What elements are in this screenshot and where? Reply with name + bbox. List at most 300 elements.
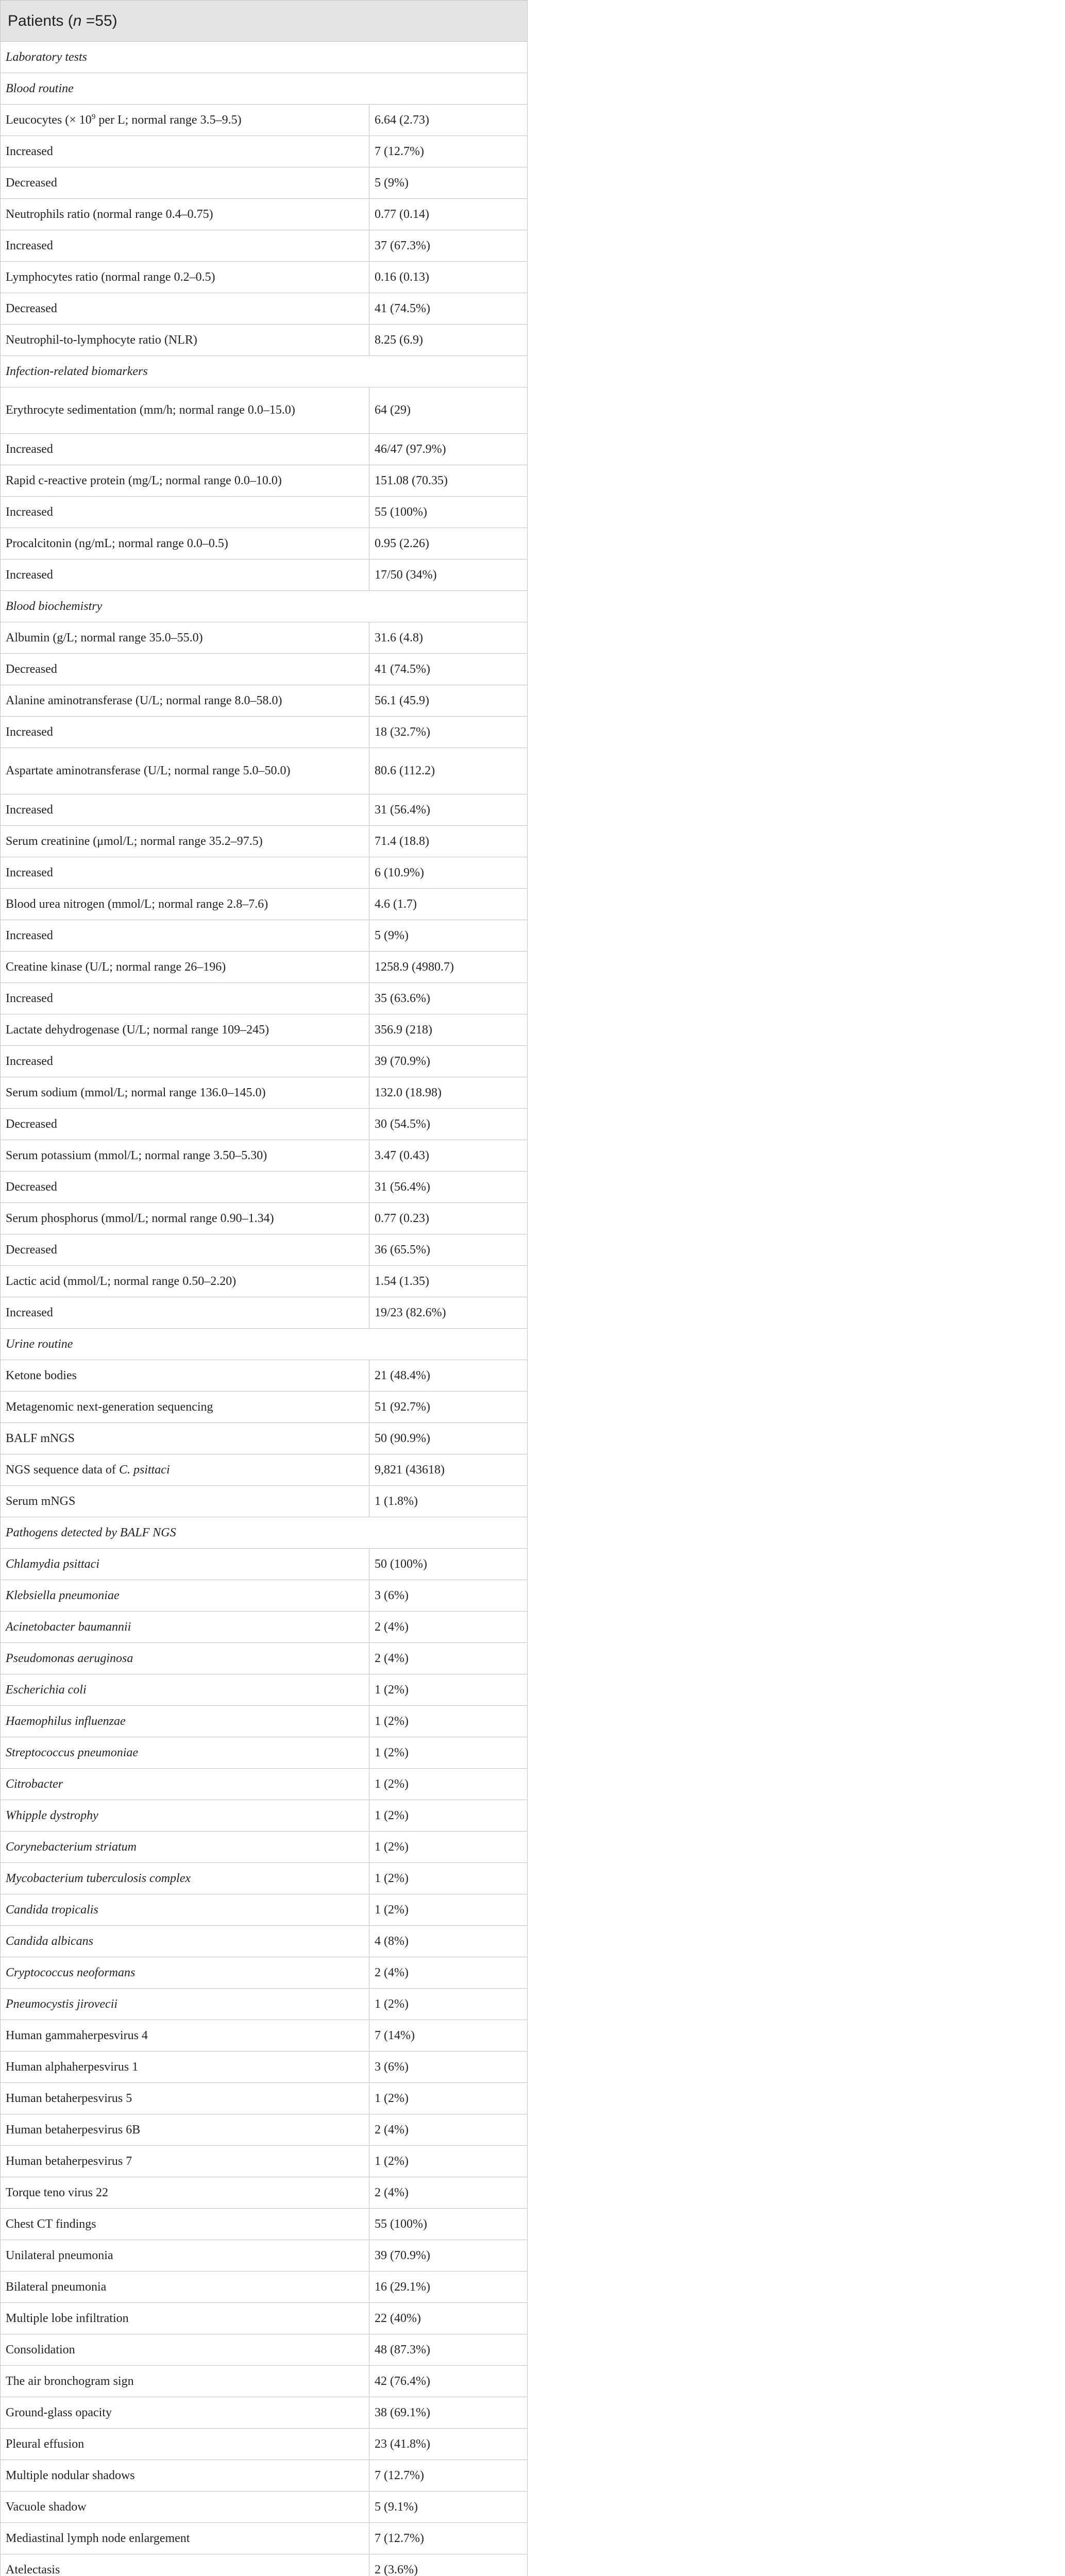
row-value: 64 (29) [369, 387, 528, 434]
row-label-text: Increased [6, 1054, 53, 1068]
row-label-text: Leucocytes (× 10 [6, 113, 92, 127]
row-value: 5 (9%) [369, 920, 528, 952]
table-row [1, 1580, 528, 1612]
row-label-text: Increased [6, 928, 53, 942]
row-label [1, 2429, 369, 2460]
table-row [1, 2554, 528, 2576]
table-row [1, 622, 528, 654]
row-label [1, 2366, 369, 2397]
header-n: n [73, 12, 82, 29]
row-label-text: Atelectasis [6, 2563, 60, 2576]
row-label [1, 465, 369, 497]
table-row [1, 1486, 528, 1517]
row-value: 3.47 (0.43) [369, 1140, 528, 1172]
table-row [1, 2083, 528, 2114]
row-label [1, 1172, 369, 1203]
row-value: 35 (63.6%) [369, 983, 528, 1014]
row-label-text: Consolidation [6, 2343, 75, 2357]
row-label-text: Citrobacter [6, 1777, 63, 1791]
row-label-text: Pleural effusion [6, 2437, 84, 2451]
table-row [1, 293, 528, 325]
table-header-cell [1, 1, 528, 42]
table-row [1, 1832, 528, 1863]
table-row [1, 654, 528, 685]
row-label [1, 2240, 369, 2272]
row-label [1, 1737, 369, 1769]
row-label-text: Increased [6, 991, 53, 1005]
row-value: 16 (29.1%) [369, 2272, 528, 2303]
row-value: 1 (2%) [369, 1769, 528, 1800]
row-label [1, 1234, 369, 1266]
row-label [1, 1863, 369, 1894]
row-label [1, 2460, 369, 2492]
row-label [1, 262, 369, 293]
row-label-text: Multiple lobe infiltration [6, 2311, 129, 2325]
row-label-text: The air bronchogram sign [6, 2374, 134, 2388]
row-label-text: NGS sequence data of [6, 1463, 119, 1477]
row-label-text: Lymphocytes ratio (normal range 0.2–0.5) [6, 270, 215, 284]
row-label-species: C. psittaci [119, 1463, 170, 1477]
row-label [1, 2177, 369, 2209]
row-label-text: Decreased [6, 176, 57, 190]
row-label-text: Increased [6, 803, 53, 817]
table-row [1, 1203, 528, 1234]
row-label-text: Neutrophils ratio (normal range 0.4–0.75) [6, 207, 213, 221]
table-row [1, 748, 528, 794]
table-row [1, 1612, 528, 1643]
table-row [1, 1674, 528, 1706]
row-label [1, 1077, 369, 1109]
table-row [1, 2397, 528, 2429]
row-label [1, 983, 369, 1014]
table-row [1, 1737, 528, 1769]
row-label-text: Human betaherpesvirus 7 [6, 2154, 132, 2168]
row-label-text: Increased [6, 239, 53, 252]
table-header-row [1, 1, 528, 42]
row-value: 55 (100%) [369, 497, 528, 528]
row-value: 2 (3.6%) [369, 2554, 528, 2576]
table-row [1, 857, 528, 889]
table-row [1, 1926, 528, 1957]
row-label-text: Increased [6, 1306, 53, 1319]
row-label-text: Serum sodium (mmol/L; normal range 136.0–145.0) [6, 1086, 266, 1099]
table-row [1, 325, 528, 356]
row-label-text: Klebsiella pneumoniae [6, 1588, 120, 1602]
row-label-text: Increased [6, 144, 53, 158]
row-label-text: Haemophilus influenzae [6, 1714, 126, 1728]
section-row [1, 42, 528, 73]
table-row [1, 1046, 528, 1077]
row-label-text: Erythrocyte sedimentation (mm/h; normal range 0.0–15.0) [6, 403, 295, 417]
row-label [1, 1832, 369, 1863]
table-row [1, 528, 528, 560]
table-row [1, 1109, 528, 1140]
row-value: 3 (6%) [369, 1580, 528, 1612]
row-label [1, 1392, 369, 1423]
row-label-text: Decreased [6, 1117, 57, 1131]
row-label [1, 1549, 369, 1580]
row-label-text: Human alphaherpesvirus 1 [6, 2060, 139, 2074]
row-value: 39 (70.9%) [369, 2240, 528, 2272]
row-label-text: Albumin (g/L; normal range 35.0–55.0) [6, 631, 203, 645]
row-label-text: Decreased [6, 662, 57, 676]
row-value: 1 (2%) [369, 1706, 528, 1737]
table-row [1, 2020, 528, 2052]
row-label-text: Torque teno virus 22 [6, 2185, 108, 2199]
row-value: 21 (48.4%) [369, 1360, 528, 1392]
row-label [1, 685, 369, 717]
row-label-text: Escherichia coli [6, 1683, 87, 1697]
row-label [1, 2523, 369, 2554]
table-row [1, 230, 528, 262]
row-label [1, 136, 369, 167]
row-label [1, 1423, 369, 1454]
row-label [1, 1957, 369, 1989]
row-value: 18 (32.7%) [369, 717, 528, 748]
row-label [1, 387, 369, 434]
row-label [1, 497, 369, 528]
section-label: Blood biochemistry [1, 591, 528, 622]
table-row [1, 136, 528, 167]
table-row [1, 826, 528, 857]
row-value: 2 (4%) [369, 2114, 528, 2146]
table-row [1, 1297, 528, 1329]
row-label-text: Increased [6, 725, 53, 739]
table-row [1, 199, 528, 230]
table-row [1, 1549, 528, 1580]
row-value: 4 (8%) [369, 1926, 528, 1957]
row-label [1, 2052, 369, 2083]
row-label [1, 920, 369, 952]
row-label-text: Procalcitonin (ng/mL; normal range 0.0–0.5) [6, 536, 228, 550]
row-label [1, 2083, 369, 2114]
patients-table [0, 0, 528, 2576]
row-label [1, 199, 369, 230]
row-label [1, 2209, 369, 2240]
row-label [1, 1612, 369, 1643]
table-row [1, 1643, 528, 1674]
row-value: 0.95 (2.26) [369, 528, 528, 560]
table-container [0, 0, 527, 2576]
row-value: 1258.9 (4980.7) [369, 952, 528, 983]
row-value: 1 (2%) [369, 1832, 528, 1863]
row-value: 1 (1.8%) [369, 1486, 528, 1517]
table-row [1, 434, 528, 465]
row-label [1, 2492, 369, 2523]
row-value: 1 (2%) [369, 1737, 528, 1769]
table-row [1, 1769, 528, 1800]
row-label [1, 1266, 369, 1297]
row-value: 50 (90.9%) [369, 1423, 528, 1454]
row-label-text: Lactate dehydrogenase (U/L; normal range 109–245) [6, 1023, 269, 1037]
row-value: 3 (6%) [369, 2052, 528, 2083]
row-label [1, 1046, 369, 1077]
row-label [1, 2146, 369, 2177]
row-value: 0.16 (0.13) [369, 262, 528, 293]
row-value: 1 (2%) [369, 1674, 528, 1706]
row-value: 41 (74.5%) [369, 293, 528, 325]
row-label-text: Serum potassium (mmol/L; normal range 3.50–5.30) [6, 1148, 267, 1162]
row-label-text: Increased [6, 442, 53, 456]
row-value: 50 (100%) [369, 1549, 528, 1580]
table-row [1, 387, 528, 434]
row-label [1, 889, 369, 920]
row-label [1, 1203, 369, 1234]
row-value: 1 (2%) [369, 1894, 528, 1926]
row-label-text: Candida tropicalis [6, 1903, 98, 1917]
row-label-text: Ground-glass opacity [6, 2405, 112, 2419]
row-label-text: Human betaherpesvirus 6B [6, 2123, 141, 2137]
row-label-text: Serum phosphorus (mmol/L; normal range 0.90–1.34) [6, 1211, 274, 1225]
table-row [1, 1706, 528, 1737]
row-value: 5 (9%) [369, 167, 528, 199]
section-row [1, 1517, 528, 1549]
row-label [1, 1706, 369, 1737]
row-label [1, 167, 369, 199]
row-label [1, 2114, 369, 2146]
row-label-text: Decreased [6, 301, 57, 315]
row-value: 0.77 (0.23) [369, 1203, 528, 1234]
row-label-text: Serum creatinine (μmol/L; normal range 35.2–97.5) [6, 834, 263, 848]
table-row [1, 794, 528, 826]
row-label [1, 1014, 369, 1046]
row-value: 7 (12.7%) [369, 2523, 528, 2554]
section-row [1, 73, 528, 105]
row-label [1, 1643, 369, 1674]
table-row [1, 1360, 528, 1392]
row-value: 1 (2%) [369, 1989, 528, 2020]
row-label-text: Acinetobacter baumannii [6, 1620, 131, 1634]
row-label-text: Corynebacterium striatum [6, 1840, 137, 1854]
row-value: 9,821 (43618) [369, 1454, 528, 1486]
row-value: 38 (69.1%) [369, 2397, 528, 2429]
row-value: 151.08 (70.35) [369, 465, 528, 497]
row-label [1, 717, 369, 748]
table-row [1, 2460, 528, 2492]
row-label-text: Chlamydia psittaci [6, 1557, 99, 1571]
row-label [1, 952, 369, 983]
row-label [1, 230, 369, 262]
section-label: Pathogens detected by BALF NGS [1, 1517, 528, 1549]
row-label-superscript: 9 [91, 112, 96, 121]
table-row [1, 1234, 528, 1266]
table-row [1, 1863, 528, 1894]
row-label [1, 2303, 369, 2334]
row-value: 6 (10.9%) [369, 857, 528, 889]
section-row [1, 591, 528, 622]
row-value: 31 (56.4%) [369, 794, 528, 826]
row-label [1, 1769, 369, 1800]
table-row [1, 685, 528, 717]
row-label-text: Increased [6, 505, 53, 519]
row-label [1, 794, 369, 826]
section-label: Blood routine [1, 73, 528, 105]
row-label-text: Mycobacterium tuberculosis complex [6, 1871, 191, 1885]
table-row [1, 1172, 528, 1203]
table-row [1, 1800, 528, 1832]
row-label-text: Streptococcus pneumoniae [6, 1745, 139, 1759]
row-value: 2 (4%) [369, 1612, 528, 1643]
row-value: 22 (40%) [369, 2303, 528, 2334]
row-label-text: Chest CT findings [6, 2217, 96, 2231]
table-row [1, 2209, 528, 2240]
row-label-text: Metagenomic next-generation sequencing [6, 1400, 213, 1414]
row-label-text: Creatine kinase (U/L; normal range 26–196) [6, 960, 226, 974]
row-value: 1 (2%) [369, 1800, 528, 1832]
table-row [1, 2523, 528, 2554]
row-label [1, 857, 369, 889]
row-value: 30 (54.5%) [369, 1109, 528, 1140]
row-label [1, 2554, 369, 2576]
row-label [1, 2334, 369, 2366]
row-value: 17/50 (34%) [369, 560, 528, 591]
row-label-text: Whipple dystrophy [6, 1808, 98, 1822]
row-value: 2 (4%) [369, 1643, 528, 1674]
row-value: 8.25 (6.9) [369, 325, 528, 356]
table-row [1, 1989, 528, 2020]
row-value: 31 (56.4%) [369, 1172, 528, 1203]
row-label [1, 1800, 369, 1832]
table-row [1, 952, 528, 983]
row-value: 36 (65.5%) [369, 1234, 528, 1266]
row-label-suffix: per L; normal range 3.5–9.5) [95, 113, 242, 127]
table-row [1, 1894, 528, 1926]
row-label-text: Rapid c-reactive protein (mg/L; normal range 0.0–10.0) [6, 473, 282, 487]
row-label [1, 654, 369, 685]
row-label [1, 434, 369, 465]
table-row [1, 1014, 528, 1046]
row-value: 42 (76.4%) [369, 2366, 528, 2397]
table-row [1, 1140, 528, 1172]
row-label-text: Bilateral pneumonia [6, 2280, 107, 2294]
row-value: 1 (2%) [369, 2083, 528, 2114]
row-label-text: BALF mNGS [6, 1431, 75, 1445]
row-value: 1 (2%) [369, 2146, 528, 2177]
row-label [1, 2272, 369, 2303]
row-label [1, 105, 369, 136]
table-row [1, 560, 528, 591]
row-value: 7 (12.7%) [369, 136, 528, 167]
row-label-text: Decreased [6, 1180, 57, 1194]
row-label [1, 1297, 369, 1329]
row-value: 7 (12.7%) [369, 2460, 528, 2492]
row-label-text: Ketone bodies [6, 1368, 77, 1382]
row-label-text: Blood urea nitrogen (mmol/L; normal range 2.8–7.6) [6, 897, 268, 911]
row-label-text: Pseudomonas aeruginosa [6, 1651, 133, 1665]
header-prefix: Patients ( [8, 12, 73, 29]
table-row [1, 2303, 528, 2334]
row-value: 2 (4%) [369, 2177, 528, 2209]
row-label-text: Unilateral pneumonia [6, 2248, 113, 2262]
table-row [1, 983, 528, 1014]
row-value: 0.77 (0.14) [369, 199, 528, 230]
row-value: 356.9 (218) [369, 1014, 528, 1046]
table-row [1, 2240, 528, 2272]
row-label-text: Aspartate aminotransferase (U/L; normal range 5.0–50.0) [6, 764, 291, 777]
row-label [1, 1360, 369, 1392]
row-value: 56.1 (45.9) [369, 685, 528, 717]
row-label [1, 748, 369, 794]
row-value: 80.6 (112.2) [369, 748, 528, 794]
table-row [1, 2334, 528, 2366]
row-label [1, 1454, 369, 1486]
row-label-text: Alanine aminotransferase (U/L; normal range 8.0–58.0) [6, 693, 282, 707]
row-label [1, 2397, 369, 2429]
row-label [1, 1989, 369, 2020]
table-row [1, 2272, 528, 2303]
table-row [1, 1266, 528, 1297]
row-value: 1 (2%) [369, 1863, 528, 1894]
row-label-text: Human gammaherpesvirus 4 [6, 2028, 148, 2042]
row-label-text: Multiple nodular shadows [6, 2468, 135, 2482]
table-row [1, 465, 528, 497]
row-value: 55 (100%) [369, 2209, 528, 2240]
table-row [1, 497, 528, 528]
row-label-text: Neutrophil-to-lymphocyte ratio (NLR) [6, 333, 197, 347]
row-value: 71.4 (18.8) [369, 826, 528, 857]
table-row [1, 2366, 528, 2397]
row-value: 2 (4%) [369, 1957, 528, 1989]
row-label [1, 1109, 369, 1140]
row-value: 19/23 (82.6%) [369, 1297, 528, 1329]
row-label [1, 2020, 369, 2052]
row-label [1, 1580, 369, 1612]
section-label: Infection-related biomarkers [1, 356, 528, 387]
row-value: 41 (74.5%) [369, 654, 528, 685]
table-row [1, 2114, 528, 2146]
row-value: 5 (9.1%) [369, 2492, 528, 2523]
row-value: 51 (92.7%) [369, 1392, 528, 1423]
row-value: 23 (41.8%) [369, 2429, 528, 2460]
row-label [1, 622, 369, 654]
table-row [1, 1454, 528, 1486]
row-label-text: Cryptococcus neoformans [6, 1965, 136, 1979]
row-label [1, 826, 369, 857]
row-label [1, 1674, 369, 1706]
table-row [1, 1957, 528, 1989]
header-suffix: =55) [81, 12, 117, 29]
row-label-text: Decreased [6, 1243, 57, 1257]
row-label-text: Candida albicans [6, 1934, 94, 1948]
row-label-text: Vacuole shadow [6, 2500, 87, 2514]
row-value: 48 (87.3%) [369, 2334, 528, 2366]
table-row [1, 889, 528, 920]
section-row [1, 356, 528, 387]
section-row [1, 1329, 528, 1360]
table-row [1, 167, 528, 199]
table-row [1, 1392, 528, 1423]
row-value: 31.6 (4.8) [369, 622, 528, 654]
row-label [1, 1140, 369, 1172]
row-value: 37 (67.3%) [369, 230, 528, 262]
row-label-text: Pneumocystis jirovecii [6, 1997, 118, 2011]
row-value: 4.6 (1.7) [369, 889, 528, 920]
row-value: 7 (14%) [369, 2020, 528, 2052]
table-row [1, 1423, 528, 1454]
table-row [1, 105, 528, 136]
row-value: 6.64 (2.73) [369, 105, 528, 136]
row-label-text: Lactic acid (mmol/L; normal range 0.50–2.20) [6, 1274, 236, 1288]
row-label [1, 293, 369, 325]
table-row [1, 920, 528, 952]
row-value: 39 (70.9%) [369, 1046, 528, 1077]
row-label-text: Mediastinal lymph node enlargement [6, 2531, 190, 2545]
row-label [1, 325, 369, 356]
row-value: 46/47 (97.9%) [369, 434, 528, 465]
row-label [1, 528, 369, 560]
table-row [1, 1077, 528, 1109]
row-label [1, 1926, 369, 1957]
